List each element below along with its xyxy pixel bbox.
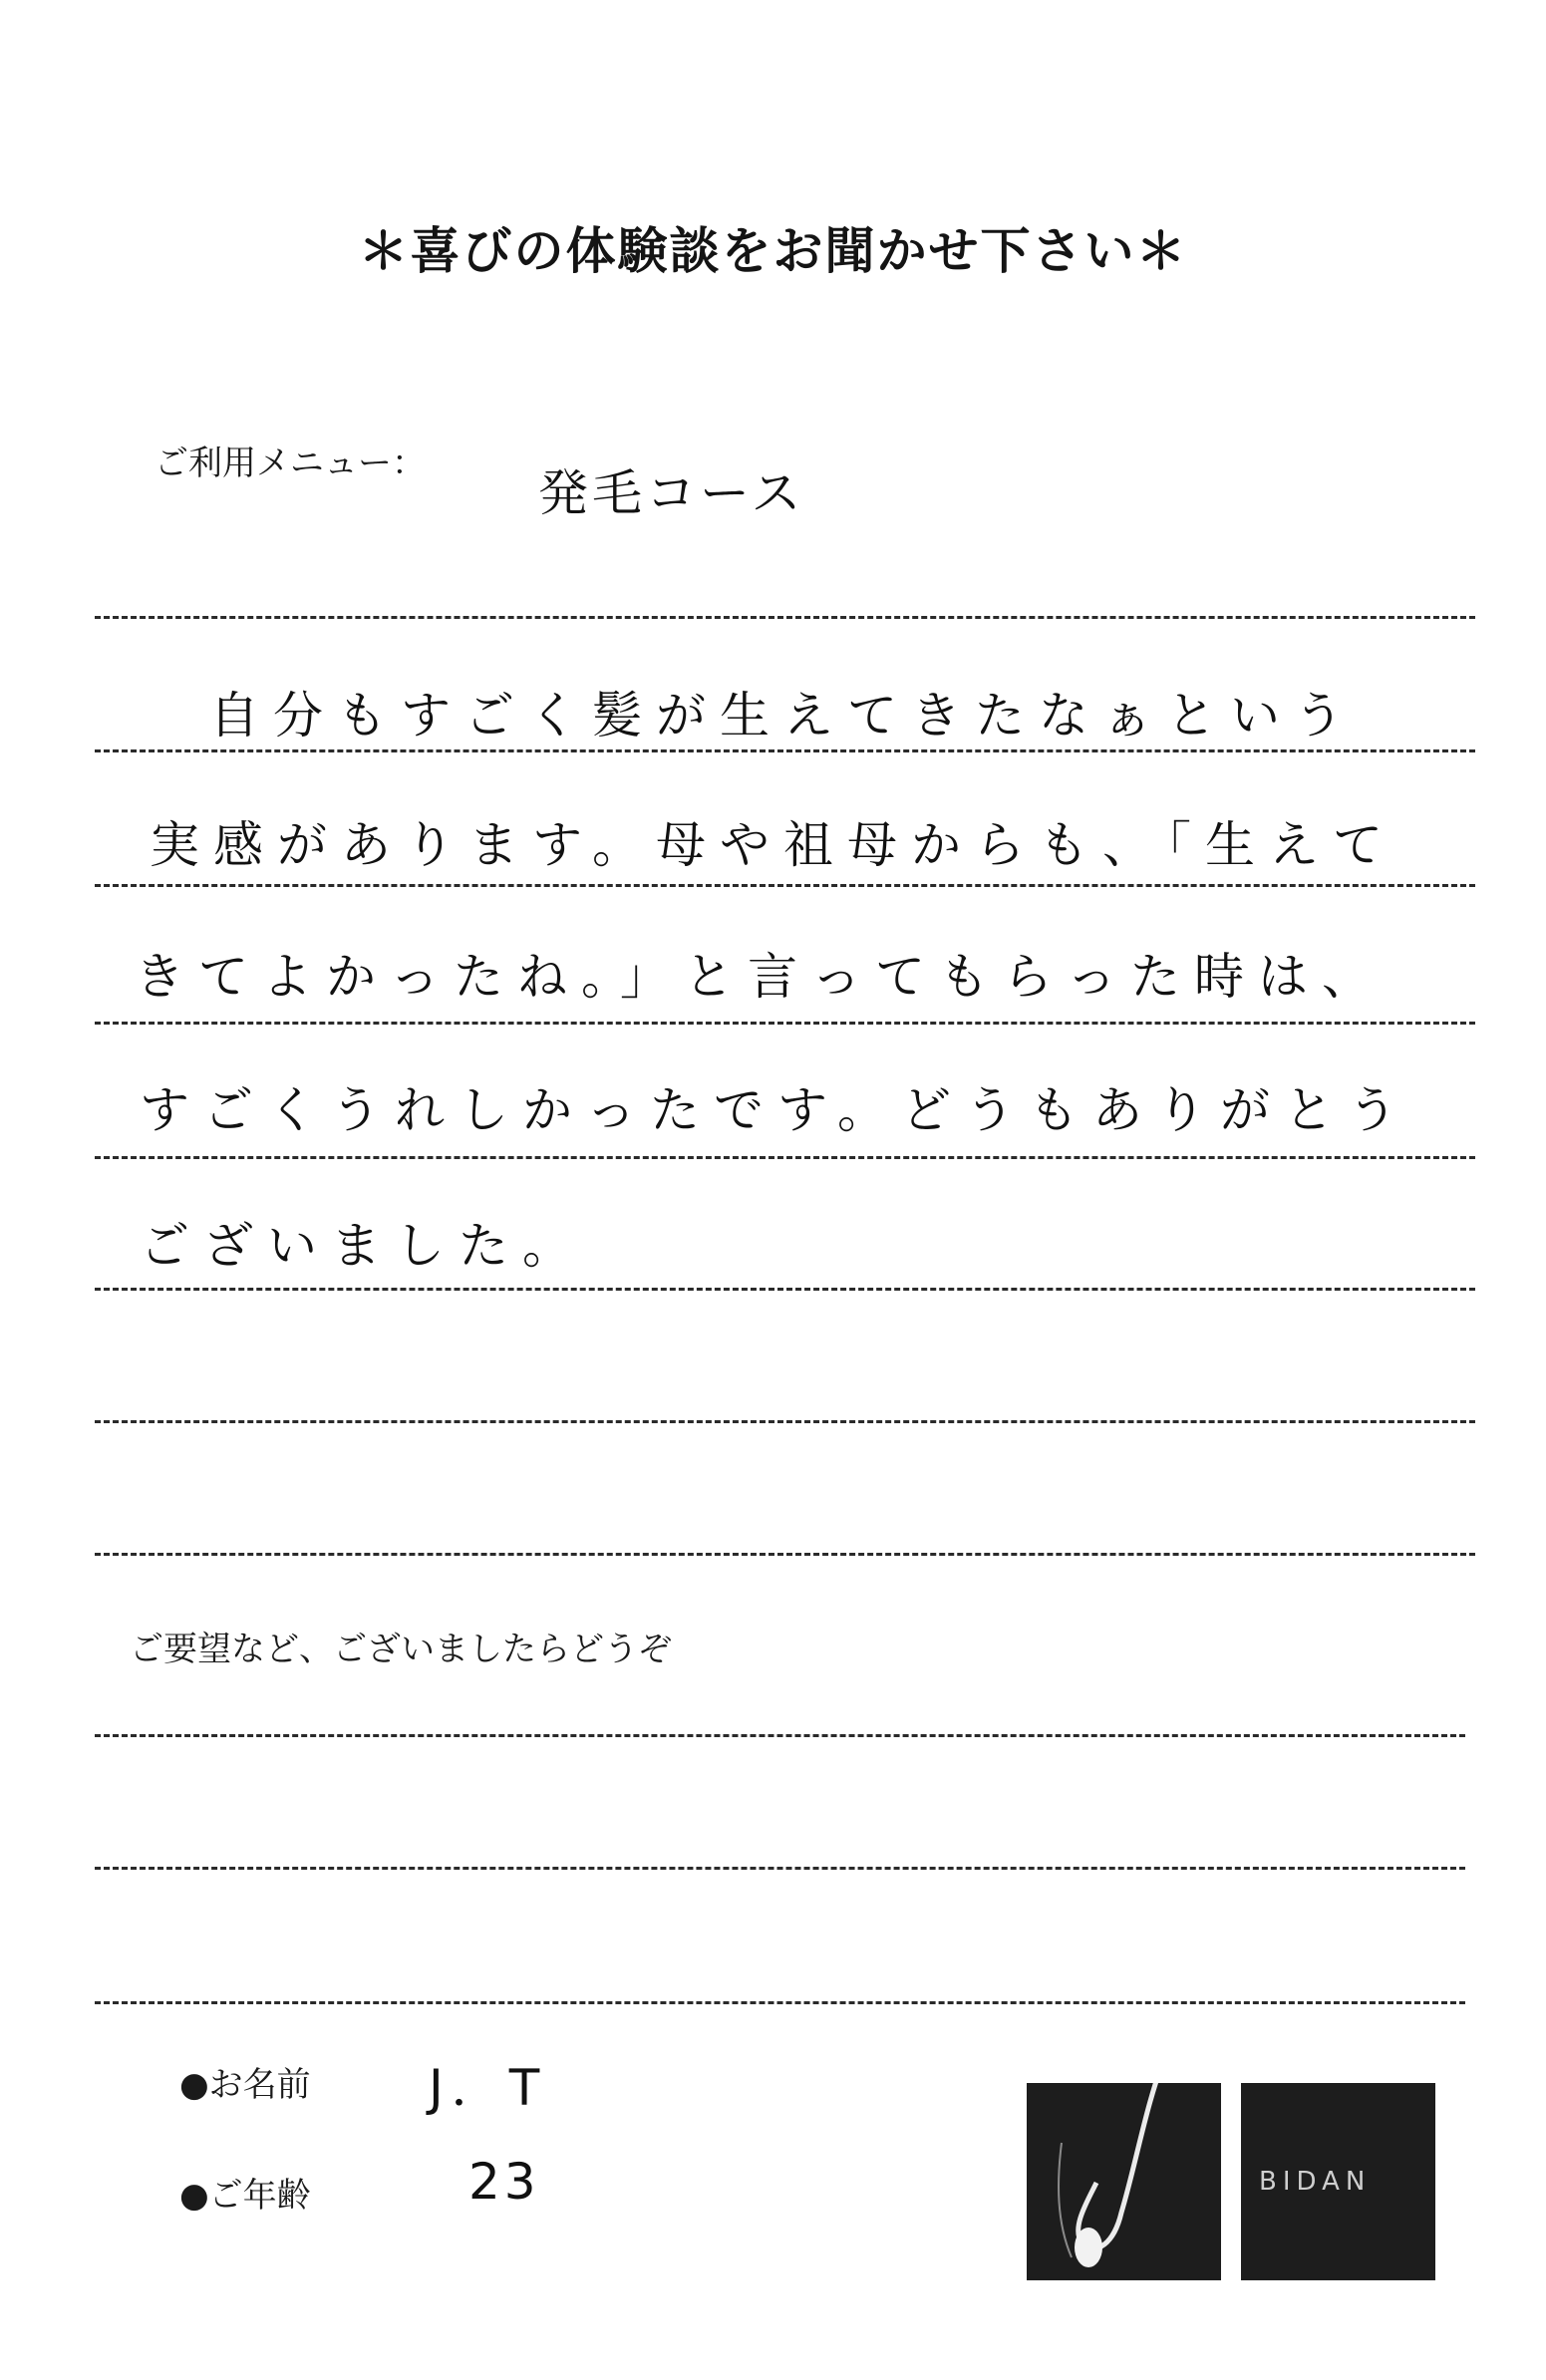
logo-text: BIDAN: [1259, 2167, 1372, 2197]
testimonial-line-1: 自分もすごく髪が生えてきたなぁという: [209, 687, 1358, 744]
requests-label: ご要望など、ございましたらどうぞ: [130, 1630, 672, 1669]
divider: [95, 1734, 1465, 1737]
divider: [95, 2001, 1465, 2004]
testimonial-line-3: きてよかったね。」と言ってもらった時は、: [135, 948, 1386, 1006]
divider: [95, 1288, 1475, 1291]
divider: [95, 1867, 1465, 1870]
age-value: 23: [468, 2153, 540, 2211]
divider: [95, 1420, 1475, 1423]
menu-value: 発毛コース: [538, 464, 805, 522]
divider: [95, 884, 1475, 887]
logo-text-box: [1241, 2083, 1435, 2280]
divider: [95, 749, 1475, 752]
divider: [95, 1553, 1475, 1556]
name-label: ●お名前: [179, 2065, 311, 2105]
age-label: ●ご年齢: [179, 2176, 311, 2216]
testimonial-line-4: すごくうれしかったです。どうもありがとう: [140, 1081, 1411, 1139]
testimonial-line-2: 実感があります。母や祖母からも、「生えて: [150, 816, 1396, 874]
hair-strand-icon: [1027, 2083, 1221, 2280]
divider: [95, 1022, 1475, 1025]
testimonial-line-5: ございました。: [140, 1217, 586, 1275]
divider: [95, 616, 1475, 619]
logo-mark: [1027, 2083, 1221, 2280]
form-title: ＊喜びの体験談をお聞かせ下さい＊: [358, 221, 1188, 280]
menu-label: ご利用メニュー：: [155, 444, 426, 483]
name-value: J．T: [429, 2059, 548, 2117]
divider: [95, 1156, 1475, 1159]
